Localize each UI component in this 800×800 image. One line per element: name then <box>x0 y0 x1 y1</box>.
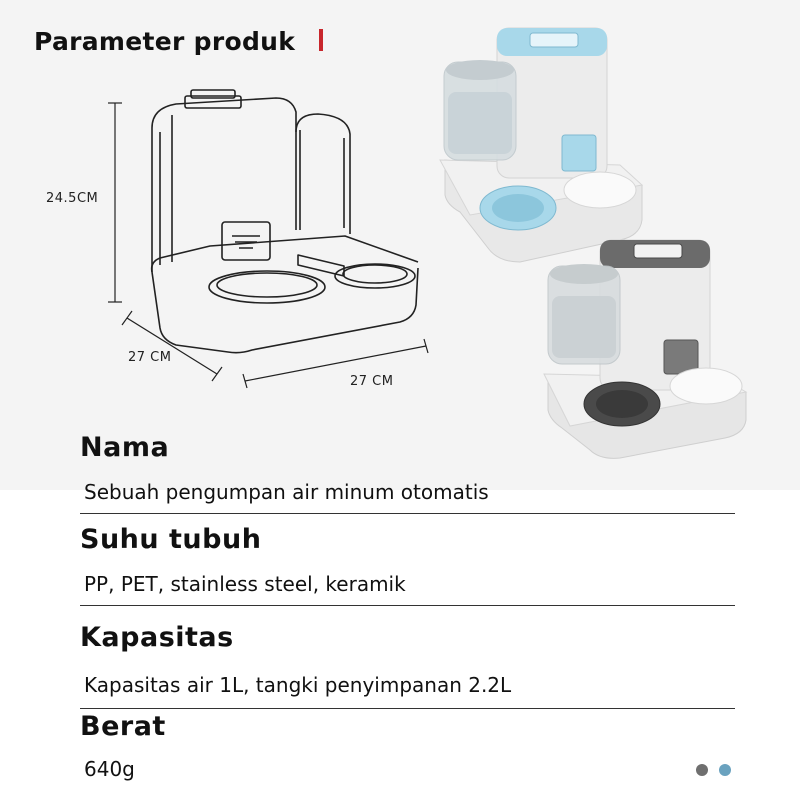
spec-label-suhu-tubuh: Suhu tubuh <box>80 524 262 555</box>
blue-feeder-image <box>440 28 642 262</box>
spec-divider <box>80 605 735 606</box>
spec-value-kapasitas: Kapasitas air 1L, tangki penyimpanan 2.2L <box>84 673 512 697</box>
spec-value-berat: 640g <box>84 757 135 781</box>
spec-label-nama: Nama <box>80 432 170 463</box>
depth-dimension-label: 27 CM <box>128 350 172 365</box>
gray-feeder-image <box>544 240 746 458</box>
feeder-outline-drawing <box>152 90 418 353</box>
height-dimension-line <box>108 103 122 302</box>
carousel-dot-2[interactable] <box>719 764 731 776</box>
page-title: Parameter produk <box>34 27 296 56</box>
spec-label-kapasitas: Kapasitas <box>80 622 234 653</box>
spec-value-nama: Sebuah pengumpan air minum otomatis <box>84 480 489 504</box>
height-dimension-label: 24.5CM <box>46 191 99 206</box>
spec-divider <box>80 708 735 709</box>
carousel-dot-1[interactable] <box>696 764 708 776</box>
width-dimension-label: 27 CM <box>350 374 394 389</box>
depth-dimension-line <box>122 311 222 381</box>
spec-divider <box>80 513 735 514</box>
spec-label-berat: Berat <box>80 711 166 742</box>
spec-value-suhu-tubuh: PP, PET, stainless steel, keramik <box>84 572 406 596</box>
